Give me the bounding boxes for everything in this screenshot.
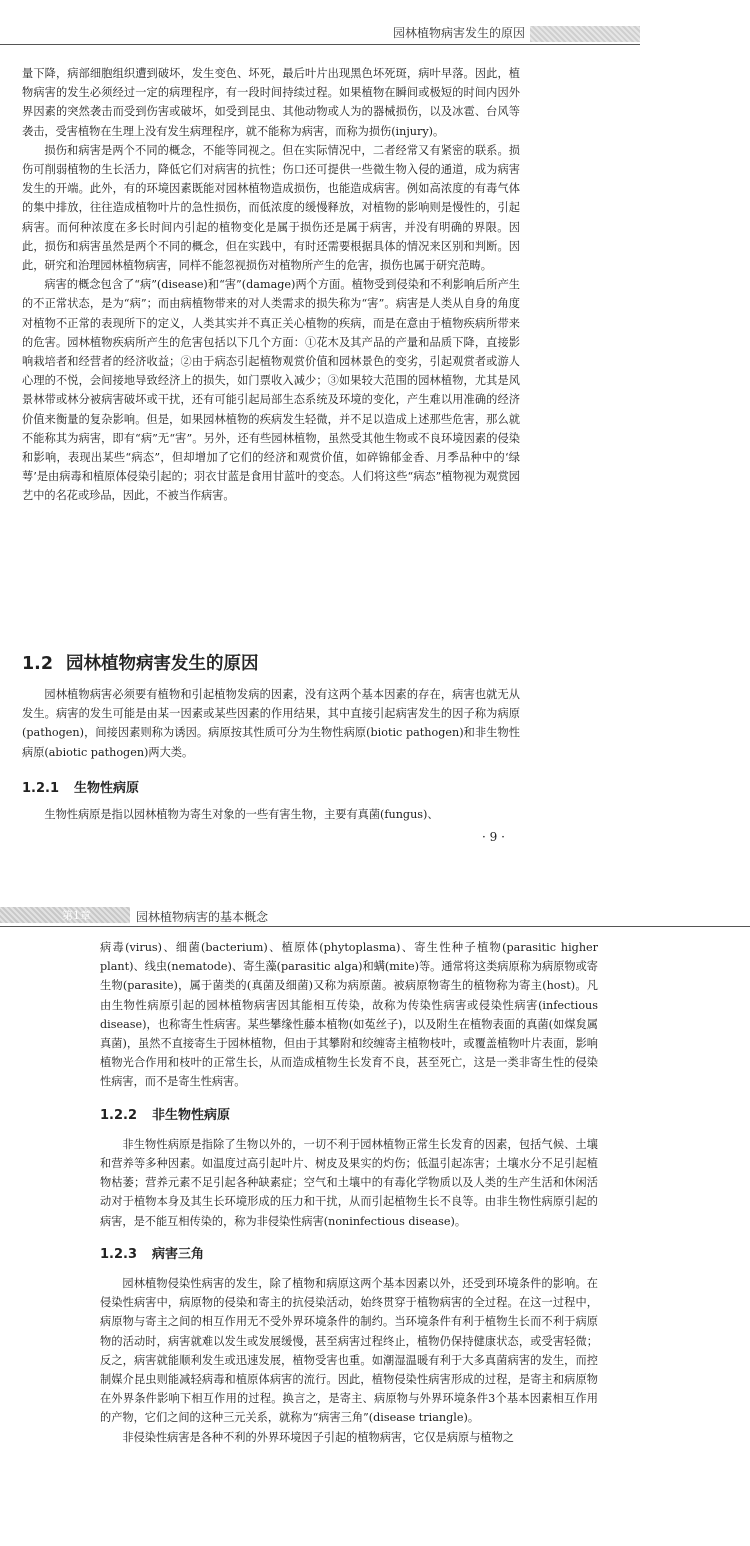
subsection-heading bbox=[100, 1106, 598, 1125]
paragraph: 量下降，病部细胞组织遭到破坏，发生变色、坏死，最后叶片出现黑色坏死斑，病叶早落。因此，植物病害的发生必须经过一定的病理程序，有一段时间持续过程。如果植物在瞬间或极短的时间内因外界因素的突然袭击而受到伤害或破坏，如受到昆虫、其他动物或人为的器械损伤，以及冰雹、台风等袭击，受害植物在生理上没有发生病理程序，就不能称为病害，而称为损伤(injury)。 bbox=[22, 67, 520, 138]
section-heading bbox=[22, 650, 259, 675]
body-text bbox=[100, 938, 598, 1447]
subsection-title: 病害三角 bbox=[152, 1246, 205, 1262]
paragraph: 非侵染性病害是各种不利的外界环境因子引起的植物病害，它仅是病原与植物之 bbox=[122, 1430, 514, 1444]
subsection-title: 非生物性病原 bbox=[152, 1107, 231, 1123]
paragraph: 损伤和病害是两个不同的概念，不能等同视之。但在实际情况中，二者经常又有紧密的联系。损伤可削弱植物的生长活力，降低它们对病害的抗性；伤口还可提供一些微生物入侵的通道，成为病害发生的开端。此外，有的环境因素既能对园林植物造成损伤，也能造成病害。例如高浓度的有毒气体的集中排放，往往造成植物叶片的急性损伤，而低浓度的缓慢释放，对植物的影响则是慢性的，引起病害。而何种浓度在多长时间内引起的植物变化是属于损伤还是属于病害，并没有明确的界限。因此，损伤和病害虽然是两个不同的概念，但在实践中，有时还需要根据具体的情况来区别和判断。因此，研究和治理园林植物病害，同样不能忽视损伤对植物所产生的危害，损伤也属于研究范畴。 bbox=[22, 143, 520, 273]
subsection-title: 生物性病原 bbox=[74, 781, 140, 796]
section-number: 1.2 bbox=[22, 654, 54, 674]
paragraph: 园林植物病害必须要有植物和引起植物发病的因素，没有这两个基本因素的存在，病害也就无从发生。病害的发生可能是由某一因素或某些因素的作用结果，其中直接引起病害发生的因子称为病原(pathogen)，间接因素则称为诱因。病原按其性质可分为生物性病原(biotic pathogen)和非生物性病原(abiotic pathogen)两大类。 bbox=[22, 688, 520, 759]
subsection-number: 1.2.1 bbox=[22, 781, 60, 796]
body-text bbox=[22, 64, 520, 506]
subsection-number: 1.2.2 bbox=[100, 1107, 138, 1123]
section-body bbox=[22, 685, 520, 762]
paragraph: 生物性病原是指以园林植物为寄生对象的一些有害生物，主要有真菌(fungus)、 bbox=[44, 808, 439, 821]
paragraph: 病毒(virus)、细菌(bacterium)、植原体(phytoplasma)、寄生性种子植物(parasitic higher plant)、线虫(nematode)、寄生藻(parasitic alga)和螨(mite)等。通常将这类病原称为病原物或寄生物(parasite)，属于菌类的(真菌及细菌)又称为病原菌。被病原物寄生的植物称为寄主(host)。凡由生物性病原引起的园林植物病害因其能相互传染，故称为传染性病害或侵染性病害(infectious disease)，也称寄生性病害。某些攀缘性藤本植物(如菟丝子)，以及附生在植物表面的真菌(如煤炱属真菌)，虽然不直接寄生于园林植物，但由于其攀附和绞缠寄主植物枝叶，或覆盖植物叶片表面，影响植物光合作用和枝叶的正常生长，从而造成植物生长发育不良，甚至死亡，这是一类非寄生性的侵染性病害，而不是寄生性病害。 bbox=[100, 941, 598, 1089]
subsection-number: 1.2.3 bbox=[100, 1246, 138, 1262]
running-header bbox=[0, 906, 750, 927]
header-decor-band bbox=[530, 26, 640, 42]
paragraph: 园林植物侵染性病害的发生，除了植物和病原这两个基本因素以外，还受到环境条件的影响。在侵染性病害中，病原物的侵染和寄主的抗侵染活动，始终贯穿于植物病害的全过程。在这一过程中，病原物与寄主之间的相互作用无不受外界环境条件的制约。当环境条件有利于植物生长而不利于病原物的活动时，病害就难以发生或发展缓慢，甚至病害过程终止，植物仍保持健康状态，或受害轻微；反之，病害就能顺利发生或迅速发展，植物受害也重。如潮湿温暖有利于大多真菌病害的发生，而控制媒介昆虫则能减轻病毒和植原体病害的流行。因此，植物侵染性病害形成的过程，是寄主和病原物在外界条件影响下相互作用的过程。换言之，是寄主、病原物与外界环境条件3个基本因素相互作用的产物，它们之间的这种三元关系，就称为“病害三角”(disease triangle)。 bbox=[100, 1277, 598, 1425]
section-title: 园林植物病害发生的原因 bbox=[66, 654, 259, 674]
book-page-10 bbox=[0, 880, 750, 1546]
paragraph: 病害的概念包含了“病”(disease)和“害”(damage)两个方面。植物受到侵染和不利影响后所产生的不正常状态，是为“病”；而由病植物带来的对人类需求的损失称为“害”。病害是人类从自身的角度对植物不正常的表现所下的定义，人类其实并不真正关心植物的疾病，而是在意由于植物疾病所带来的危害。园林植物疾病所产生的危害包括以下几个方面：①花木及其产品的产量和品质下降，直接影响栽培者和经营者的经济收益；②由于病态引起植物观赏价值和园林景色的变劣，引起观赏者或游人心理的不悦，会间接地导致经济上的损失，如门票收入减少；③如果较大范围的园林植物，尤其是风景林带或林分被病害破坏或干扰，还有可能引起局部生态系统及环境的变化，产生难以用准确的经济价值来衡量的复杂影响。但是，如果园林植物的疾病发生轻微，并不足以造成上述那些危害，那么就不能称其为病害，即有“病”无“害”。另外，还有些园林植物，虽然受其他生物或不良环境因素的侵染和影响，表现出某些“病态”，但却增加了它们的经济和观赏价值，如碎锦郁金香、月季品种中的‘绿萼’是由病毒和植原体侵染引起的；羽衣甘蓝是食用甘蓝叶的变态。人们将这些“病态”植物视为观赏园艺中的名花或珍品，因此，不被当作病害。 bbox=[22, 278, 520, 503]
paragraph: 非生物性病原是指除了生物以外的，一切不利于园林植物正常生长发育的因素，包括气候、土壤和营养等多种因素。如温度过高引起叶片、树皮及果实的灼伤；低温引起冻害；土壤水分不足引起植物枯萎；营养元素不足引起各种缺素症；空气和土壤中的有毒化学物质以及人类的生产生活和休闲活动对于植物本身及其生长环境形成的压力和干扰，从而引起植物生长不良等。由非生物性病原引起的病害，是不能互相传染的，称为非侵染性病害(noninfectious disease)。 bbox=[100, 1137, 598, 1228]
running-header-title: 园林植物病害的基本概念 bbox=[136, 910, 269, 924]
page-number: · 9 · bbox=[482, 830, 505, 844]
subsection-heading bbox=[22, 777, 139, 796]
chapter-tag: 第1章 bbox=[62, 909, 91, 922]
running-header-title: 园林植物病害发生的原因 bbox=[392, 26, 525, 40]
running-header bbox=[0, 22, 640, 45]
subsection-heading bbox=[100, 1245, 598, 1264]
subsection-body bbox=[22, 805, 520, 824]
